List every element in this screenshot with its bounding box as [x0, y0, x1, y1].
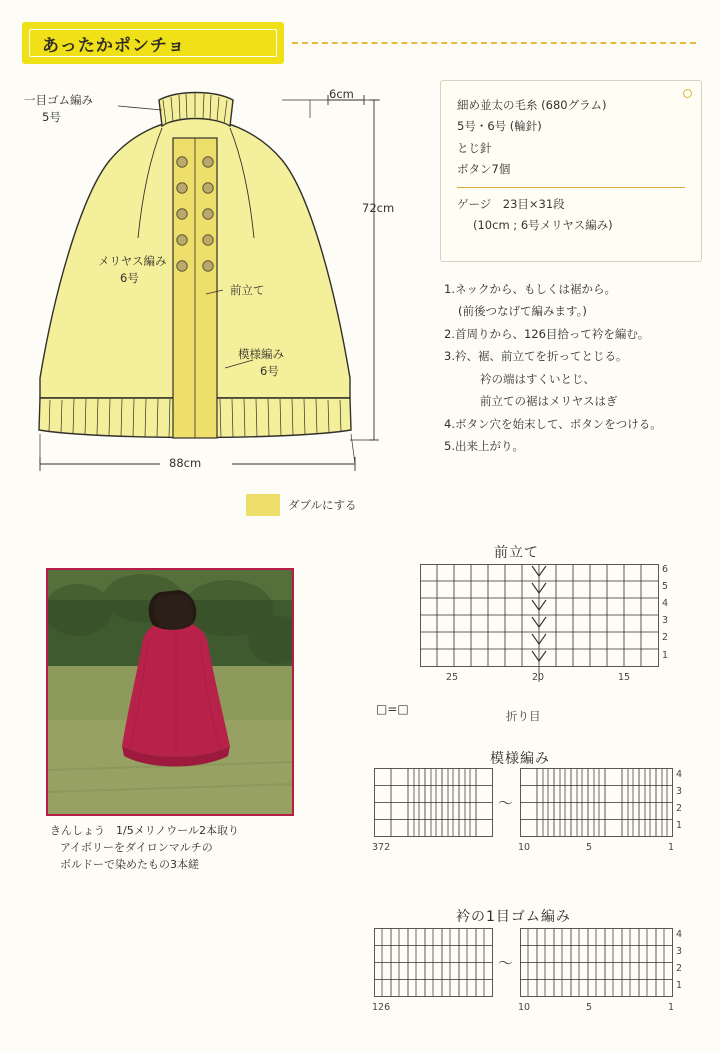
- list-item: ボタン7個: [457, 161, 511, 176]
- row-label-5: 5: [662, 581, 669, 592]
- fold-line-note: 折り目: [506, 709, 541, 723]
- dimension-bottom: 88cm: [169, 456, 202, 470]
- col-label-10: 10: [518, 1002, 531, 1013]
- title-text: あったかポンチョ: [42, 35, 186, 56]
- double-legend: [246, 494, 357, 516]
- row-label-1: 1: [676, 980, 683, 991]
- step-2: 2.首周りから、126目拾って衿を編む。: [444, 326, 650, 341]
- chart-separator: 〜: [498, 954, 514, 972]
- row-label-4: 4: [662, 598, 669, 609]
- gauge-line-2: (10cm ; 6号メリヤス編み): [473, 217, 613, 232]
- col-label-5: 5: [586, 842, 593, 853]
- chart-title-placket: 前立て: [494, 545, 539, 561]
- col-label-5: 5: [586, 1002, 593, 1013]
- label-rib-5: 一目ゴム編み 5号: [24, 93, 93, 124]
- legend-label: ダブルにする: [288, 498, 357, 512]
- col-label-126: 126: [372, 1002, 391, 1013]
- list-item: とじ針: [457, 140, 492, 155]
- step-5: 5.出来上がり。: [444, 438, 524, 453]
- col-label-10: 10: [518, 842, 531, 853]
- step-3: 3.衿、裾、前立てを折ってとじる。: [444, 349, 628, 364]
- step-3-note-1: 衿の端はすくいとじ、: [480, 371, 595, 386]
- chart-pattern: [374, 768, 694, 862]
- list-item: 5号・6号 (輪針): [457, 119, 542, 134]
- title-dashed-rule: [292, 42, 696, 44]
- chart-title-collar: 衿の1目ゴム編み: [456, 909, 571, 925]
- label-placket: 前立て: [230, 283, 265, 297]
- photo-caption-line-3: ボルドーで染めたもの3本縒: [60, 858, 199, 872]
- dimension-side: 72cm: [362, 201, 395, 215]
- row-label-2: 2: [676, 963, 683, 974]
- step-4: 4.ボタン穴を始末して、ボタンをつける。: [444, 416, 662, 431]
- step-1-note: (前後つなげて編みます。): [458, 304, 587, 319]
- gauge-info: [441, 194, 701, 235]
- list-item: 細め並太の毛糸 (680グラム): [457, 98, 607, 112]
- row-label-1: 1: [662, 650, 669, 661]
- materials-list: [441, 81, 701, 180]
- chart-placket-svg: [420, 564, 680, 684]
- instruction-steps: [444, 278, 712, 457]
- photo-caption: [50, 822, 320, 873]
- label-stockinette-6: メリヤス編み 6号: [98, 254, 167, 285]
- title-inner-border: [29, 29, 277, 57]
- poncho-schematic-svg: [10, 78, 410, 478]
- col-label-372: 372: [372, 842, 391, 853]
- col-label-15: 15: [618, 672, 631, 683]
- sample-photo: [46, 568, 294, 816]
- dimension-top: 6cm: [329, 87, 354, 101]
- col-label-20: 20: [532, 672, 545, 683]
- row-label-2: 2: [676, 803, 683, 814]
- page-title: [22, 22, 284, 64]
- chart-title-pattern: 模様編み: [490, 751, 550, 767]
- chart-key-symbol: □=□: [376, 702, 409, 716]
- label-pattern-6: 模様編み 6号: [238, 347, 284, 378]
- divider: [457, 187, 685, 188]
- photo-caption-line-2: アイボリーをダイロンマルチの: [60, 841, 213, 855]
- row-label-3: 3: [676, 786, 683, 797]
- chart-collar: [374, 928, 694, 1022]
- sample-photo-svg: [48, 570, 292, 814]
- legend-swatch: [246, 494, 280, 516]
- step-1: 1.ネックから、もしくは裾から。: [444, 282, 616, 296]
- row-label-1: 1: [676, 820, 683, 831]
- circle-icon: [683, 89, 692, 98]
- gauge-line-1: ゲージ 23目×31段: [457, 197, 565, 212]
- row-label-3: 3: [662, 615, 669, 626]
- materials-box: [440, 80, 702, 262]
- col-label-1: 1: [668, 842, 675, 853]
- chart-placket: [420, 564, 680, 684]
- row-label-4: 4: [676, 929, 683, 940]
- row-label-6: 6: [662, 564, 669, 575]
- chart-separator: 〜: [498, 794, 514, 812]
- photo-caption-line-1: きんしょう 1/5メリノウール2本取り: [50, 824, 240, 837]
- row-label-3: 3: [676, 946, 683, 957]
- row-label-4: 4: [676, 769, 683, 780]
- chart-pattern-svg: [374, 768, 694, 862]
- poncho-schematic: [10, 78, 410, 478]
- title-box: [22, 22, 284, 64]
- row-label-2: 2: [662, 632, 669, 643]
- col-label-1: 1: [668, 1002, 675, 1013]
- step-3-note-2: 前立ての裾はメリヤスはぎ: [480, 394, 618, 409]
- chart-collar-svg: [374, 928, 694, 1022]
- col-label-25: 25: [446, 672, 459, 683]
